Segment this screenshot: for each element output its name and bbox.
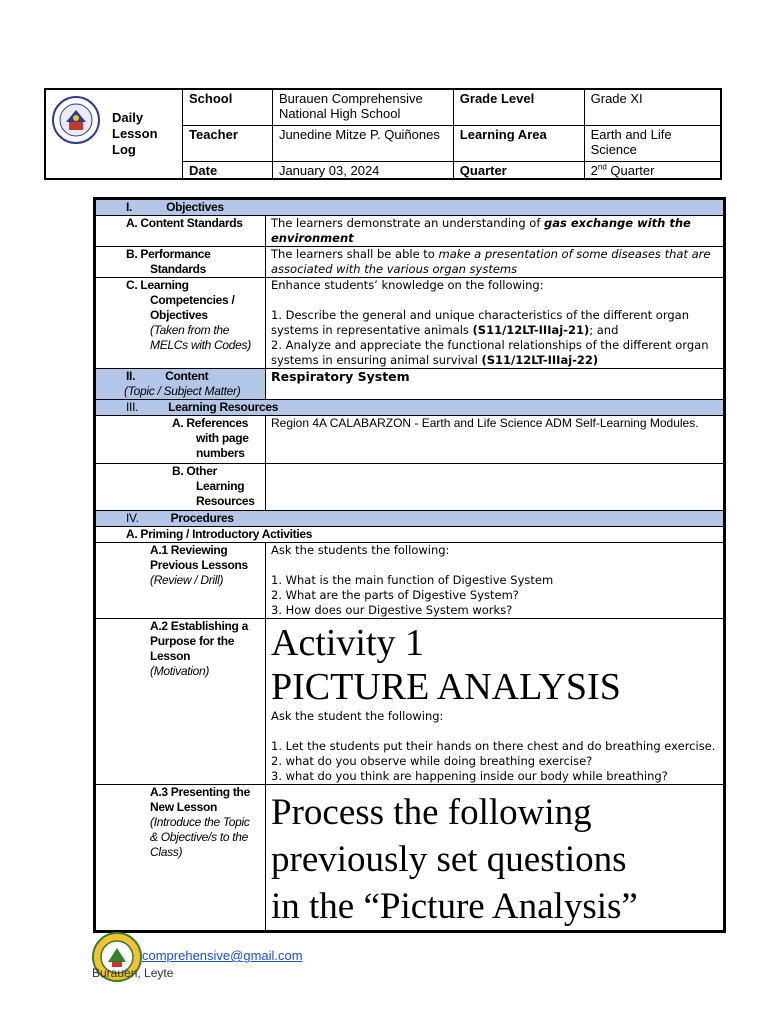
row-other-resources: B. Other Learning Resources xyxy=(96,464,724,511)
teacher-value: Junedine Mitze P. Quiñones xyxy=(272,126,453,162)
quarter-value: 2nd Quarter xyxy=(584,162,722,180)
school-label: School xyxy=(183,90,273,126)
section-procedures: IV. Procedures xyxy=(96,511,724,527)
section-objectives: I. Objectives xyxy=(96,200,724,216)
picture-analysis-title: PICTURE ANALYSIS xyxy=(271,666,621,708)
date-value: January 03, 2024 xyxy=(272,162,453,180)
title-log: Log xyxy=(112,142,136,157)
footer-email-link[interactable]: comprehensive@gmail.com xyxy=(142,948,303,963)
lesson-plan-table xyxy=(93,197,726,933)
row-a1-reviewing: A.1 Reviewing Previous Lessons (Review / Drill) Ask the students the following: 1. What is the main function of Digestive System 2. What are the parts of Digestive System? 3. How does our Digestive System works? xyxy=(96,543,724,619)
section-learning-resources: III. Learning Resources xyxy=(96,400,724,416)
header-table xyxy=(44,88,722,180)
learning-area-value: Earth and Life Science xyxy=(584,126,722,162)
row-content-standards: A. Content Standards The learners demonstrate an understanding of gas exchange with the environment xyxy=(96,216,724,247)
header-info-grid xyxy=(182,90,722,180)
learning-area-label: Learning Area xyxy=(453,126,584,162)
row-performance-standards: B. Performance Standards The learners shall be able to make a presentation of some diseases that are associated with the various organ systems xyxy=(96,247,724,278)
daily-lesson-log-title xyxy=(112,110,158,158)
row-content: II. Content (Topic / Subject Matter) Respiratory System xyxy=(96,369,724,400)
row-a3-presenting: A.3 Presenting the New Lesson (Introduce the Topic & Objective/s to the Class) Process the following previously set questions in the “Picture Analysis” xyxy=(96,785,724,931)
grade-level-label: Grade Level xyxy=(453,90,584,126)
title-lesson: Lesson xyxy=(112,126,158,141)
date-label: Date xyxy=(183,162,273,180)
row-priming: A. Priming / Introductory Activities xyxy=(96,527,724,543)
school-value: Burauen Comprehensive National High School xyxy=(272,90,453,126)
row-references: A. References with page numbers Region 4A CALABARZON - Earth and Life Science ADM Self-Learning Modules. xyxy=(96,416,724,464)
grade-level-value: Grade XI xyxy=(584,90,722,126)
row-learning-competencies: C. Learning Competencies / Objectives (Taken from the MELCs with Codes) Enhance students’ knowledge on the following: 1. Describe the general and unique characteristics of the different organ systems in representative animals (S11/12LT-IIIaj-21); and 2. Analyze and appreciate the functional relationships of the different organ systems in ensuring animal survival (S11/12LT-IIIaj-22) xyxy=(96,278,724,369)
teacher-label: Teacher xyxy=(183,126,273,162)
footer-address: Burauen, Leyte xyxy=(92,966,174,980)
title-daily: Daily xyxy=(112,110,144,125)
activity-title: Activity 1 xyxy=(271,622,425,664)
quarter-label: Quarter xyxy=(453,162,584,180)
deped-seal-icon xyxy=(52,96,100,144)
row-a2-motivation: A.2 Establishing a Purpose for the Lesson (Motivation) Activity 1 PICTURE ANALYSIS Ask the student the following: 1. Let the students put their hands on there chest and do breathing exercise. 2. what do you observe while doing breathing exercise? 3. what do you think are happening inside our body while breathing? xyxy=(96,619,724,785)
